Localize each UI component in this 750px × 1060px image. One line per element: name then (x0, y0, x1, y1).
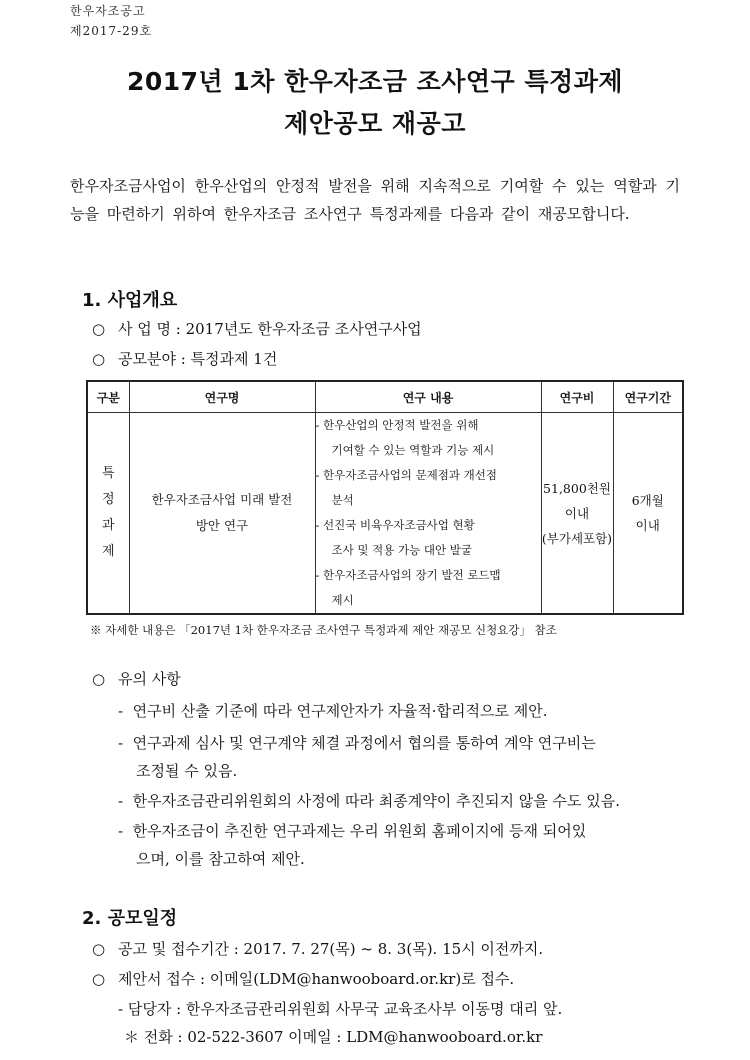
cost-amount: 51,800천원 (543, 480, 611, 496)
intro-paragraph: 한우자조금사업이 한우산업의 안정적 발전을 위해 지속적으로 기여할 수 있는 역할과 기능을 마련하기 위하여 한우자조금 조사연구 특정과제를 다음과 같이 재공모합니다. (70, 177, 680, 223)
content-item (316, 413, 541, 463)
org-label: 한우자조공고 (70, 4, 146, 18)
caution-heading-text: 유의 사항 (118, 670, 181, 688)
content-item-line: 조사 및 적용 가능 대안 발굴 (331, 543, 472, 557)
caution-item (118, 732, 596, 753)
research-name-cell (129, 413, 315, 615)
caution-item-text: 연구비 산출 기준에 따라 연구제안자가 자율적·합리적으로 제안. (132, 702, 548, 720)
table-header-cell: 연구기간 (613, 381, 683, 413)
dash-bullet: - (118, 734, 124, 752)
dash-bullet: - (118, 792, 124, 810)
page-subtitle: 제안공모 재공고 (284, 109, 466, 138)
contact-person: - 담당자 : 한우자조금관리위원회 사무국 교육조사부 이동명 대리 앞. (118, 1000, 563, 1018)
circle-bullet-icon: ○ (92, 670, 106, 688)
period-value: 6개월 (631, 493, 664, 508)
content-item-line: 기여할 수 있는 역할과 기능 제시 (331, 443, 495, 457)
table-header-cell: 연구명 (129, 381, 315, 413)
section-2-heading: 2. 공모일정 (82, 908, 178, 929)
category-char: 제 (101, 544, 115, 559)
table-footnote: ※ 자세한 내용은 「2017년 1차 한우자조금 조사연구 특정과제 제안 재공모 신청요강」 참조 (90, 623, 557, 637)
research-name-line: 한우자조금사업 미래 발전 (151, 492, 293, 507)
overview-item-project-name (92, 318, 422, 339)
schedule-item-period (92, 938, 543, 959)
category-char: 정 (101, 492, 115, 507)
schedule-item-text: 제안서 접수 : 이메일(LDM@hanwooboard.or.kr)로 접수. (118, 970, 515, 988)
caution-item-continuation: 으며, 이를 참고하여 제안. (136, 850, 305, 868)
dash-bullet: - (118, 702, 124, 720)
project-table (86, 380, 684, 615)
schedule-item-submission (92, 968, 514, 989)
content-item-line: 분석 (331, 493, 354, 507)
research-content-cell (315, 413, 541, 615)
caution-item-text: 한우자조금관리위원회의 사정에 따라 최종계약이 추진되지 않을 수도 있음. (132, 792, 620, 810)
section-1-heading: 1. 사업개요 (82, 290, 178, 311)
caution-item (118, 820, 586, 841)
caution-item-continuation: 조정될 수 있음. (136, 762, 238, 780)
research-period-cell (613, 413, 683, 615)
overview-item-field (92, 348, 277, 369)
cost-limit: 이내 (564, 505, 590, 521)
table-header-cell: 연구비 (541, 381, 613, 413)
page-title: 2017년 1차 한우자조금 조사연구 특정과제 (126, 67, 624, 96)
caution-item (118, 700, 548, 721)
table-header-cell: 구분 (87, 381, 129, 413)
content-item (316, 563, 541, 613)
circle-bullet-icon: ○ (92, 320, 106, 338)
contact-phone-email: ＊ 전화 : 02-522-3607 이메일 : LDM@hanwooboard.or.kr (124, 1028, 543, 1046)
content-item-line: - 한우자조금사업의 장기 발전 로드맵 (315, 568, 501, 582)
circle-bullet-icon: ○ (92, 970, 106, 988)
table-header-row (87, 381, 683, 413)
circle-bullet-icon: ○ (92, 940, 106, 958)
table-header-cell: 연구 내용 (315, 381, 541, 413)
caution-item (118, 790, 620, 811)
research-name-line: 방안 연구 (195, 518, 249, 533)
caution-heading (92, 668, 181, 689)
schedule-item-text: 공고 및 접수기간 : 2017. 7. 27(목) ~ 8. 3(목). 15시 이전까지. (118, 940, 544, 958)
category-char: 특 (101, 466, 115, 481)
overview-item-text: 사 업 명 : 2017년도 한우자조금 조사연구사업 (118, 320, 422, 338)
table-row (87, 413, 683, 615)
caution-item-text: 한우자조금이 추진한 연구과제는 우리 위원회 홈페이지에 등재 되어있 (132, 822, 587, 840)
dash-bullet: - (118, 822, 124, 840)
content-item-line: - 한우산업의 안정적 발전을 위해 (315, 418, 479, 432)
content-item (316, 513, 541, 563)
overview-item-text: 공모분야 : 특정과제 1건 (118, 350, 278, 368)
cost-vat-note: (부가세포함) (541, 530, 613, 546)
content-item (316, 463, 541, 513)
category-cell (87, 413, 129, 615)
category-char: 과 (101, 518, 115, 533)
content-item-line: 제시 (331, 593, 354, 607)
content-item-line: - 선진국 비육우자조금사업 현황 (315, 518, 475, 532)
circle-bullet-icon: ○ (92, 350, 106, 368)
caution-item-text: 연구과제 심사 및 연구계약 체결 과정에서 협의를 통하여 계약 연구비는 (132, 734, 596, 752)
period-limit: 이내 (635, 518, 660, 533)
content-item-line: - 한우자조금사업의 문제점과 개선점 (315, 468, 497, 482)
document-number: 제2017-29호 (70, 24, 153, 38)
research-cost-cell (541, 413, 613, 615)
